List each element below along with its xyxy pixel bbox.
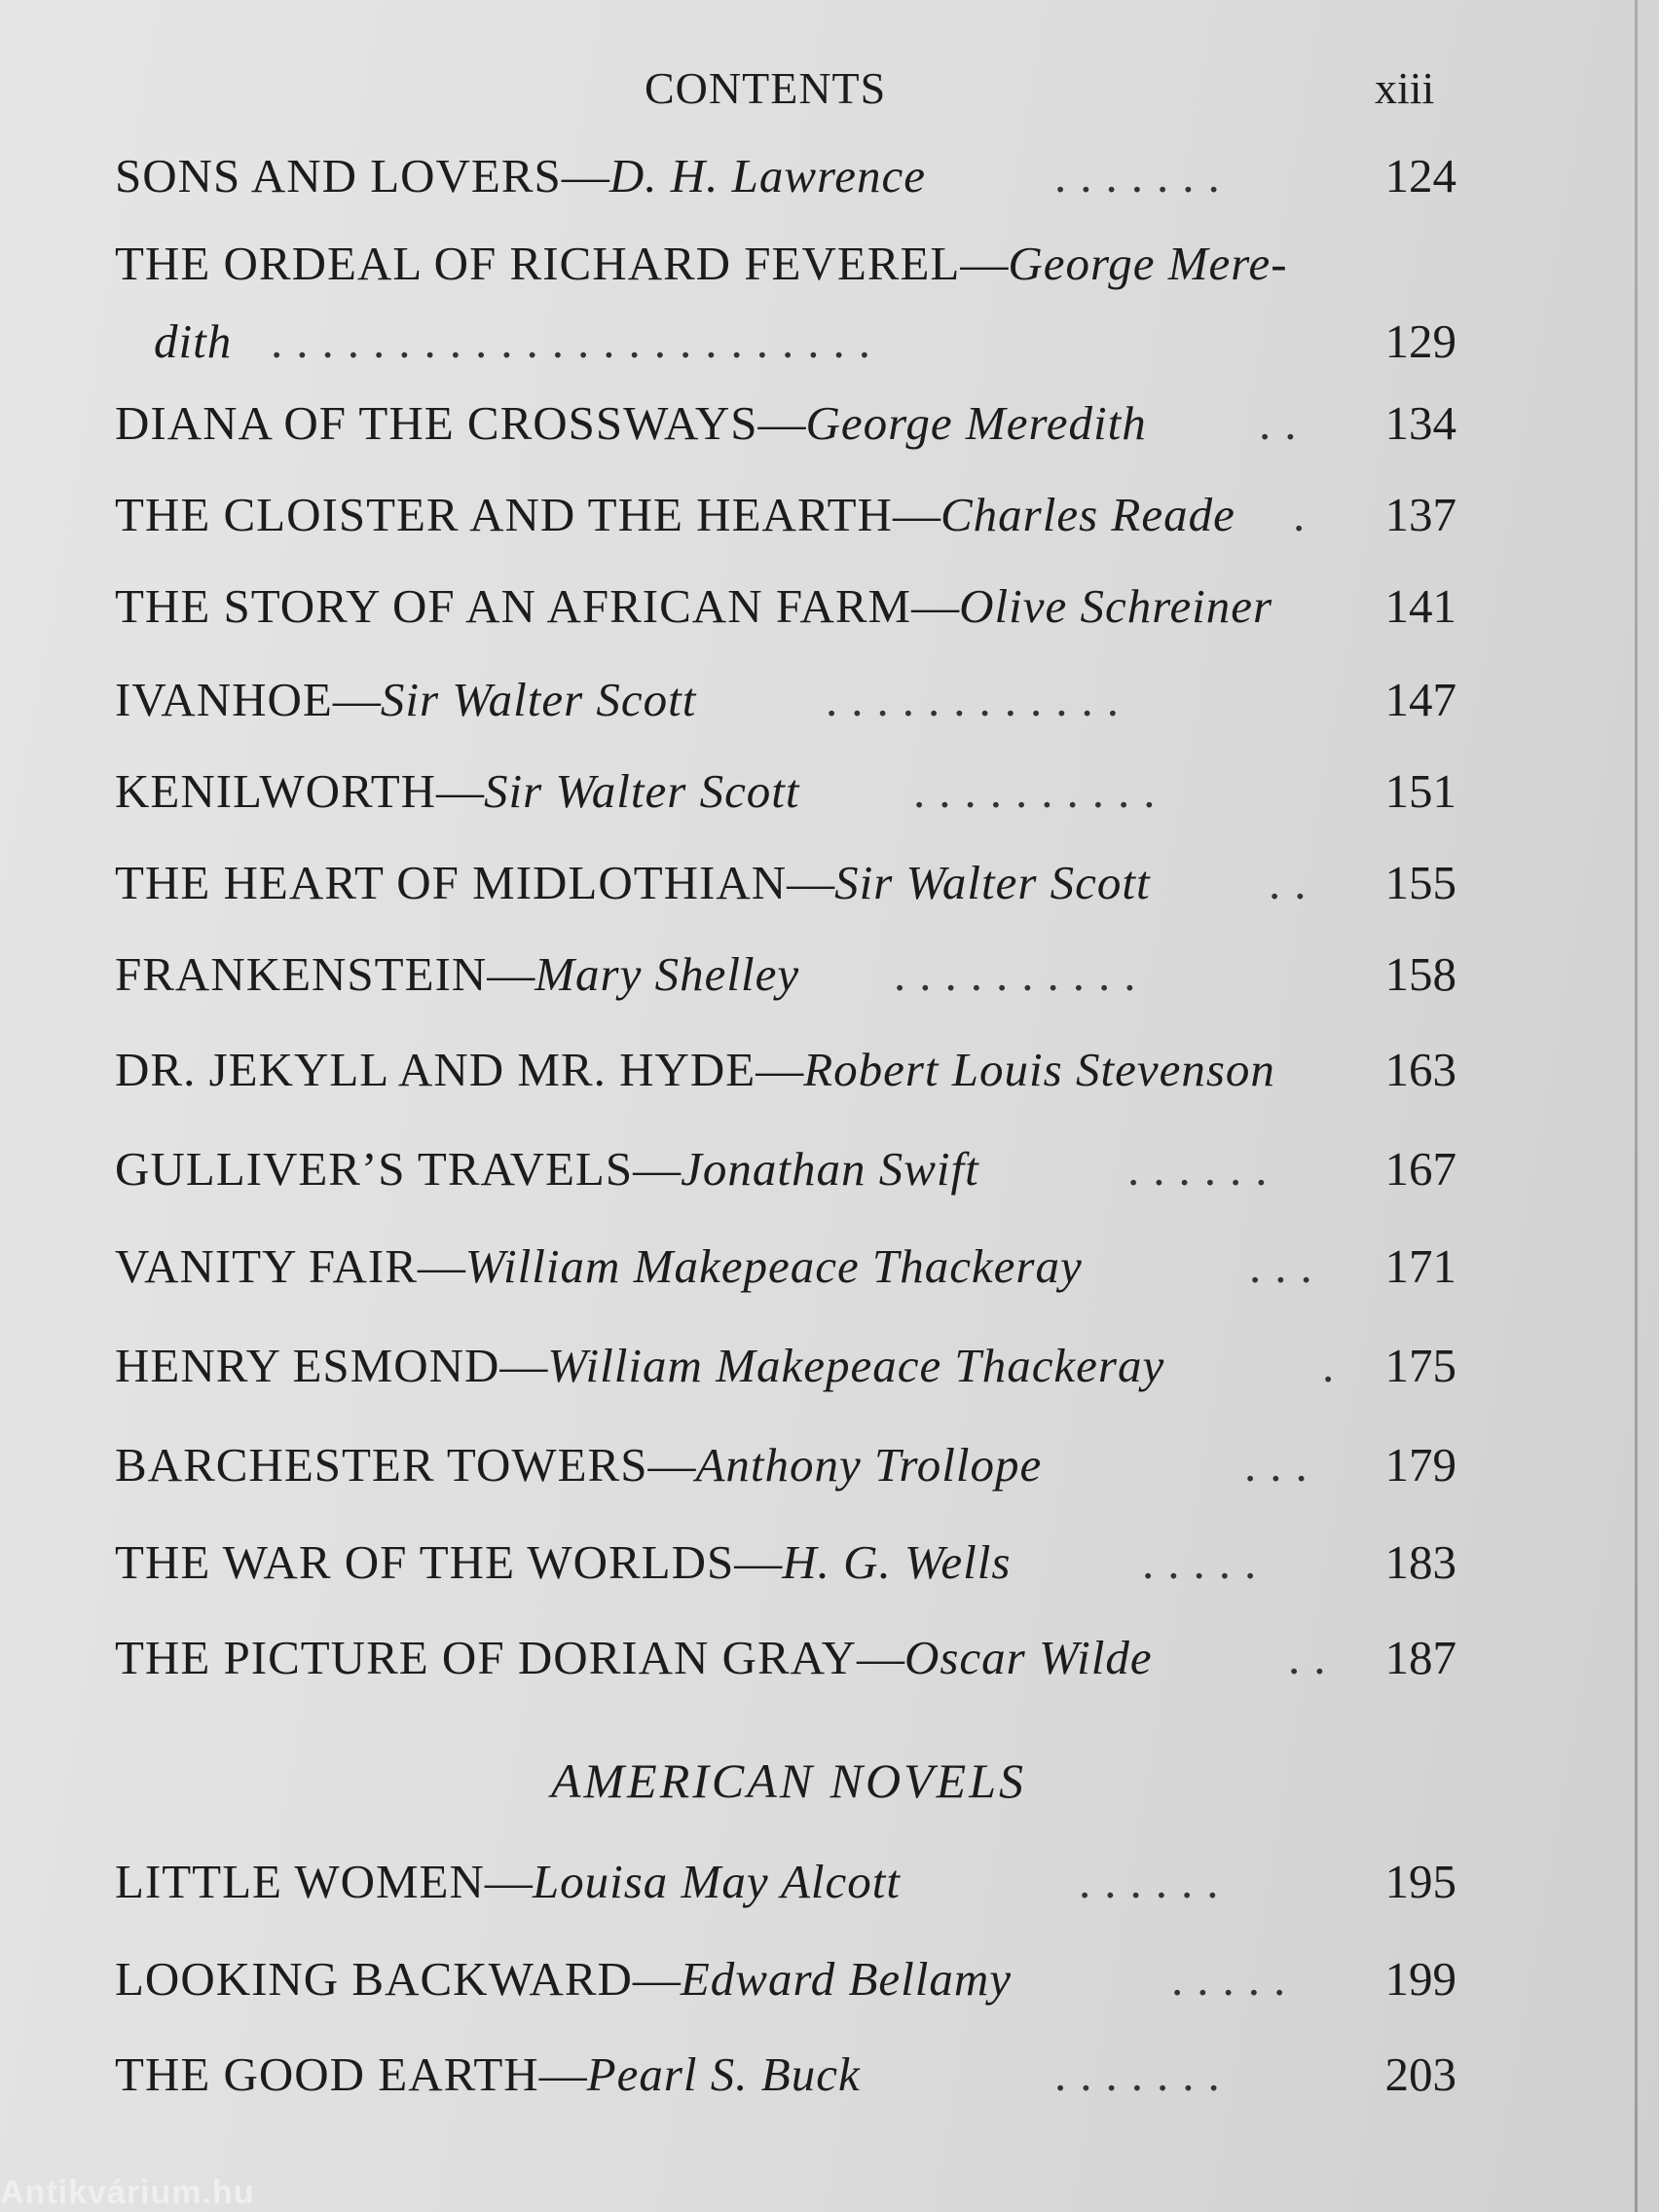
dot-leader: .. — [1288, 1631, 1340, 1684]
toc-entry-kenilworth — [115, 761, 1456, 822]
toc-entry-ivanhoe — [115, 670, 1456, 730]
dash: — — [561, 149, 609, 203]
dash: — — [487, 947, 535, 1001]
entry-page-number: 187 — [1384, 1631, 1456, 1684]
entry-author: Anthony Trollope — [695, 1438, 1043, 1492]
dash: — — [787, 856, 835, 909]
toc-entry-diana-of-the-crossways — [115, 393, 1456, 454]
toc-entry-vanity-fair — [115, 1236, 1456, 1297]
dot-leader: ... — [1249, 1239, 1326, 1293]
toc-entry-ordeal-of-richard-feverel — [115, 234, 1456, 294]
entry-author-line2: dith — [154, 314, 233, 368]
dash: — — [538, 2047, 587, 2101]
entry-page-number: 137 — [1384, 488, 1456, 541]
entry-page-number: 158 — [1384, 947, 1456, 1001]
toc-entry-war-of-the-worlds — [115, 1532, 1456, 1593]
entry-author: William Makepeace Thackeray — [547, 1339, 1165, 1392]
entry-page-number: 175 — [1384, 1339, 1456, 1392]
toc-entry-looking-backward — [115, 1949, 1456, 2009]
toc-entry-sons-and-lovers — [115, 146, 1456, 206]
entry-title: THE CLOISTER AND THE HEARTH — [115, 488, 893, 541]
toc-entry-ordeal-continuation — [115, 312, 1456, 372]
entry-title: VANITY FAIR — [115, 1239, 418, 1293]
entry-title: GULLIVER’S TRAVELS — [115, 1142, 634, 1196]
entry-author: H. G. Wells — [782, 1535, 1012, 1589]
entry-page-number: 183 — [1384, 1535, 1456, 1589]
entry-page-number: 203 — [1384, 2047, 1456, 2101]
section-heading-american-novels: AMERICAN NOVELS — [550, 1753, 1027, 1808]
entry-page-number: 179 — [1384, 1438, 1456, 1492]
entry-title: THE GOOD EARTH — [115, 2047, 539, 2101]
entry-page-number: 163 — [1384, 1043, 1456, 1096]
header-page-number: xiii — [1375, 63, 1435, 113]
entry-title: IVANHOE — [115, 673, 333, 726]
entry-author: Charles Reade — [940, 488, 1235, 541]
dash: — — [892, 488, 940, 541]
entry-title: FRANKENSTEIN — [115, 947, 488, 1001]
entry-page-number: 134 — [1384, 396, 1456, 450]
dash: — — [332, 673, 381, 726]
entry-author: D. H. Lawrence — [608, 149, 927, 203]
toc-entry-dr-jekyll-and-mr-hyde — [115, 1040, 1456, 1100]
entry-page-number: 155 — [1384, 856, 1456, 909]
entry-page-number: 199 — [1384, 1952, 1456, 2006]
entry-author: George Meredith — [805, 396, 1147, 450]
entry-author: Robert Louis Stevenson — [803, 1043, 1275, 1096]
entry-author: William Makepeace Thackeray — [464, 1239, 1083, 1293]
dash: — — [484, 1855, 533, 1908]
dash: — — [436, 764, 485, 818]
dash: — — [417, 1239, 465, 1293]
entry-page-number: 151 — [1384, 764, 1456, 818]
contents-heading: CONTENTS — [645, 63, 887, 113]
entry-page-number: 195 — [1384, 1855, 1456, 1908]
toc-entry-heart-of-midlothian — [115, 853, 1456, 913]
dot-leader: .......... — [894, 947, 1150, 1001]
toc-entry-the-good-earth — [115, 2045, 1456, 2105]
dash: — — [756, 1043, 804, 1096]
entry-page-number: 141 — [1384, 579, 1456, 633]
entry-author-line1: George Mere- — [1008, 237, 1288, 290]
entry-author: Jonathan Swift — [681, 1142, 979, 1196]
toc-entry-picture-of-dorian-gray — [115, 1628, 1456, 1688]
entry-title: THE PICTURE OF DORIAN GRAY — [115, 1631, 857, 1684]
entry-author: Sir Walter Scott — [380, 673, 697, 726]
dash: — — [734, 1535, 783, 1589]
dot-leader: ....... — [1054, 2047, 1234, 2101]
dash: — — [633, 1142, 682, 1196]
dot-leader: .. — [1269, 856, 1320, 909]
dot-leader: . — [1293, 488, 1319, 541]
entry-title: DIANA OF THE CROSSWAYS — [115, 396, 758, 450]
toc-entry-story-of-an-african-farm — [115, 576, 1456, 637]
dot-leader: ... — [1244, 1438, 1321, 1492]
entry-title: THE ORDEAL OF RICHARD FEVEREL — [115, 237, 961, 290]
dot-leader: ..... — [1171, 1952, 1300, 2006]
page-spine-edge — [1635, 0, 1638, 2212]
dot-leader: ..... — [1142, 1535, 1271, 1589]
dot-leader: . — [1322, 1339, 1348, 1392]
entry-title: LOOKING BACKWARD — [115, 1952, 633, 2006]
entry-title: KENILWORTH — [115, 764, 437, 818]
entry-author: Edward Bellamy — [680, 1952, 1012, 2006]
entry-page-number: 171 — [1384, 1239, 1456, 1293]
entry-author: Sir Walter Scott — [484, 764, 800, 818]
dot-leader: ...... — [1127, 1142, 1281, 1196]
toc-entry-cloister-and-the-hearth — [115, 485, 1456, 545]
entry-title: HENRY ESMOND — [115, 1339, 500, 1392]
entry-title: THE WAR OF THE WORLDS — [115, 1535, 735, 1589]
dash: — — [647, 1438, 696, 1492]
dash: — — [960, 237, 1009, 290]
toc-entry-little-women — [115, 1852, 1456, 1912]
dash: — — [856, 1631, 904, 1684]
toc-entry-barchester-towers — [115, 1435, 1456, 1495]
dot-leader: ............ — [826, 673, 1132, 726]
entry-title: SONS AND LOVERS — [115, 149, 562, 203]
page-header — [0, 62, 1659, 121]
dash: — — [632, 1952, 681, 2006]
entry-page-number: 147 — [1384, 673, 1456, 726]
watermark: Antikvárium.hu — [0, 2174, 255, 2211]
dot-leader: ........................ — [271, 314, 884, 368]
dot-leader: .......... — [913, 764, 1169, 818]
dash: — — [911, 579, 960, 633]
entry-author: Mary Shelley — [535, 947, 800, 1001]
toc-entry-henry-esmond — [115, 1336, 1456, 1396]
entry-author: Oscar Wilde — [903, 1631, 1153, 1684]
entry-page-number: 167 — [1384, 1142, 1456, 1196]
entry-title: DR. JEKYLL AND MR. HYDE — [115, 1043, 756, 1096]
entry-title: LITTLE WOMEN — [115, 1855, 485, 1908]
entry-page-number: 129 — [1384, 314, 1456, 368]
entry-author: Louisa May Alcott — [532, 1855, 901, 1908]
dot-leader: ...... — [1079, 1855, 1233, 1908]
entry-title: THE STORY OF AN AFRICAN FARM — [115, 579, 912, 633]
dash: — — [499, 1339, 548, 1392]
entry-title: THE HEART OF MIDLOTHIAN — [115, 856, 788, 909]
toc-entry-frankenstein — [115, 944, 1456, 1005]
entry-page-number: 124 — [1384, 149, 1456, 203]
entry-author: Pearl S. Buck — [586, 2047, 861, 2101]
entry-author: Olive Schreiner — [959, 579, 1273, 633]
dot-leader: .. — [1259, 396, 1310, 450]
dash: — — [757, 396, 806, 450]
entry-author: Sir Walter Scott — [834, 856, 1151, 909]
entry-title: BARCHESTER TOWERS — [115, 1438, 648, 1492]
toc-entry-gullivers-travels — [115, 1139, 1456, 1199]
dot-leader: ....... — [1054, 149, 1234, 203]
